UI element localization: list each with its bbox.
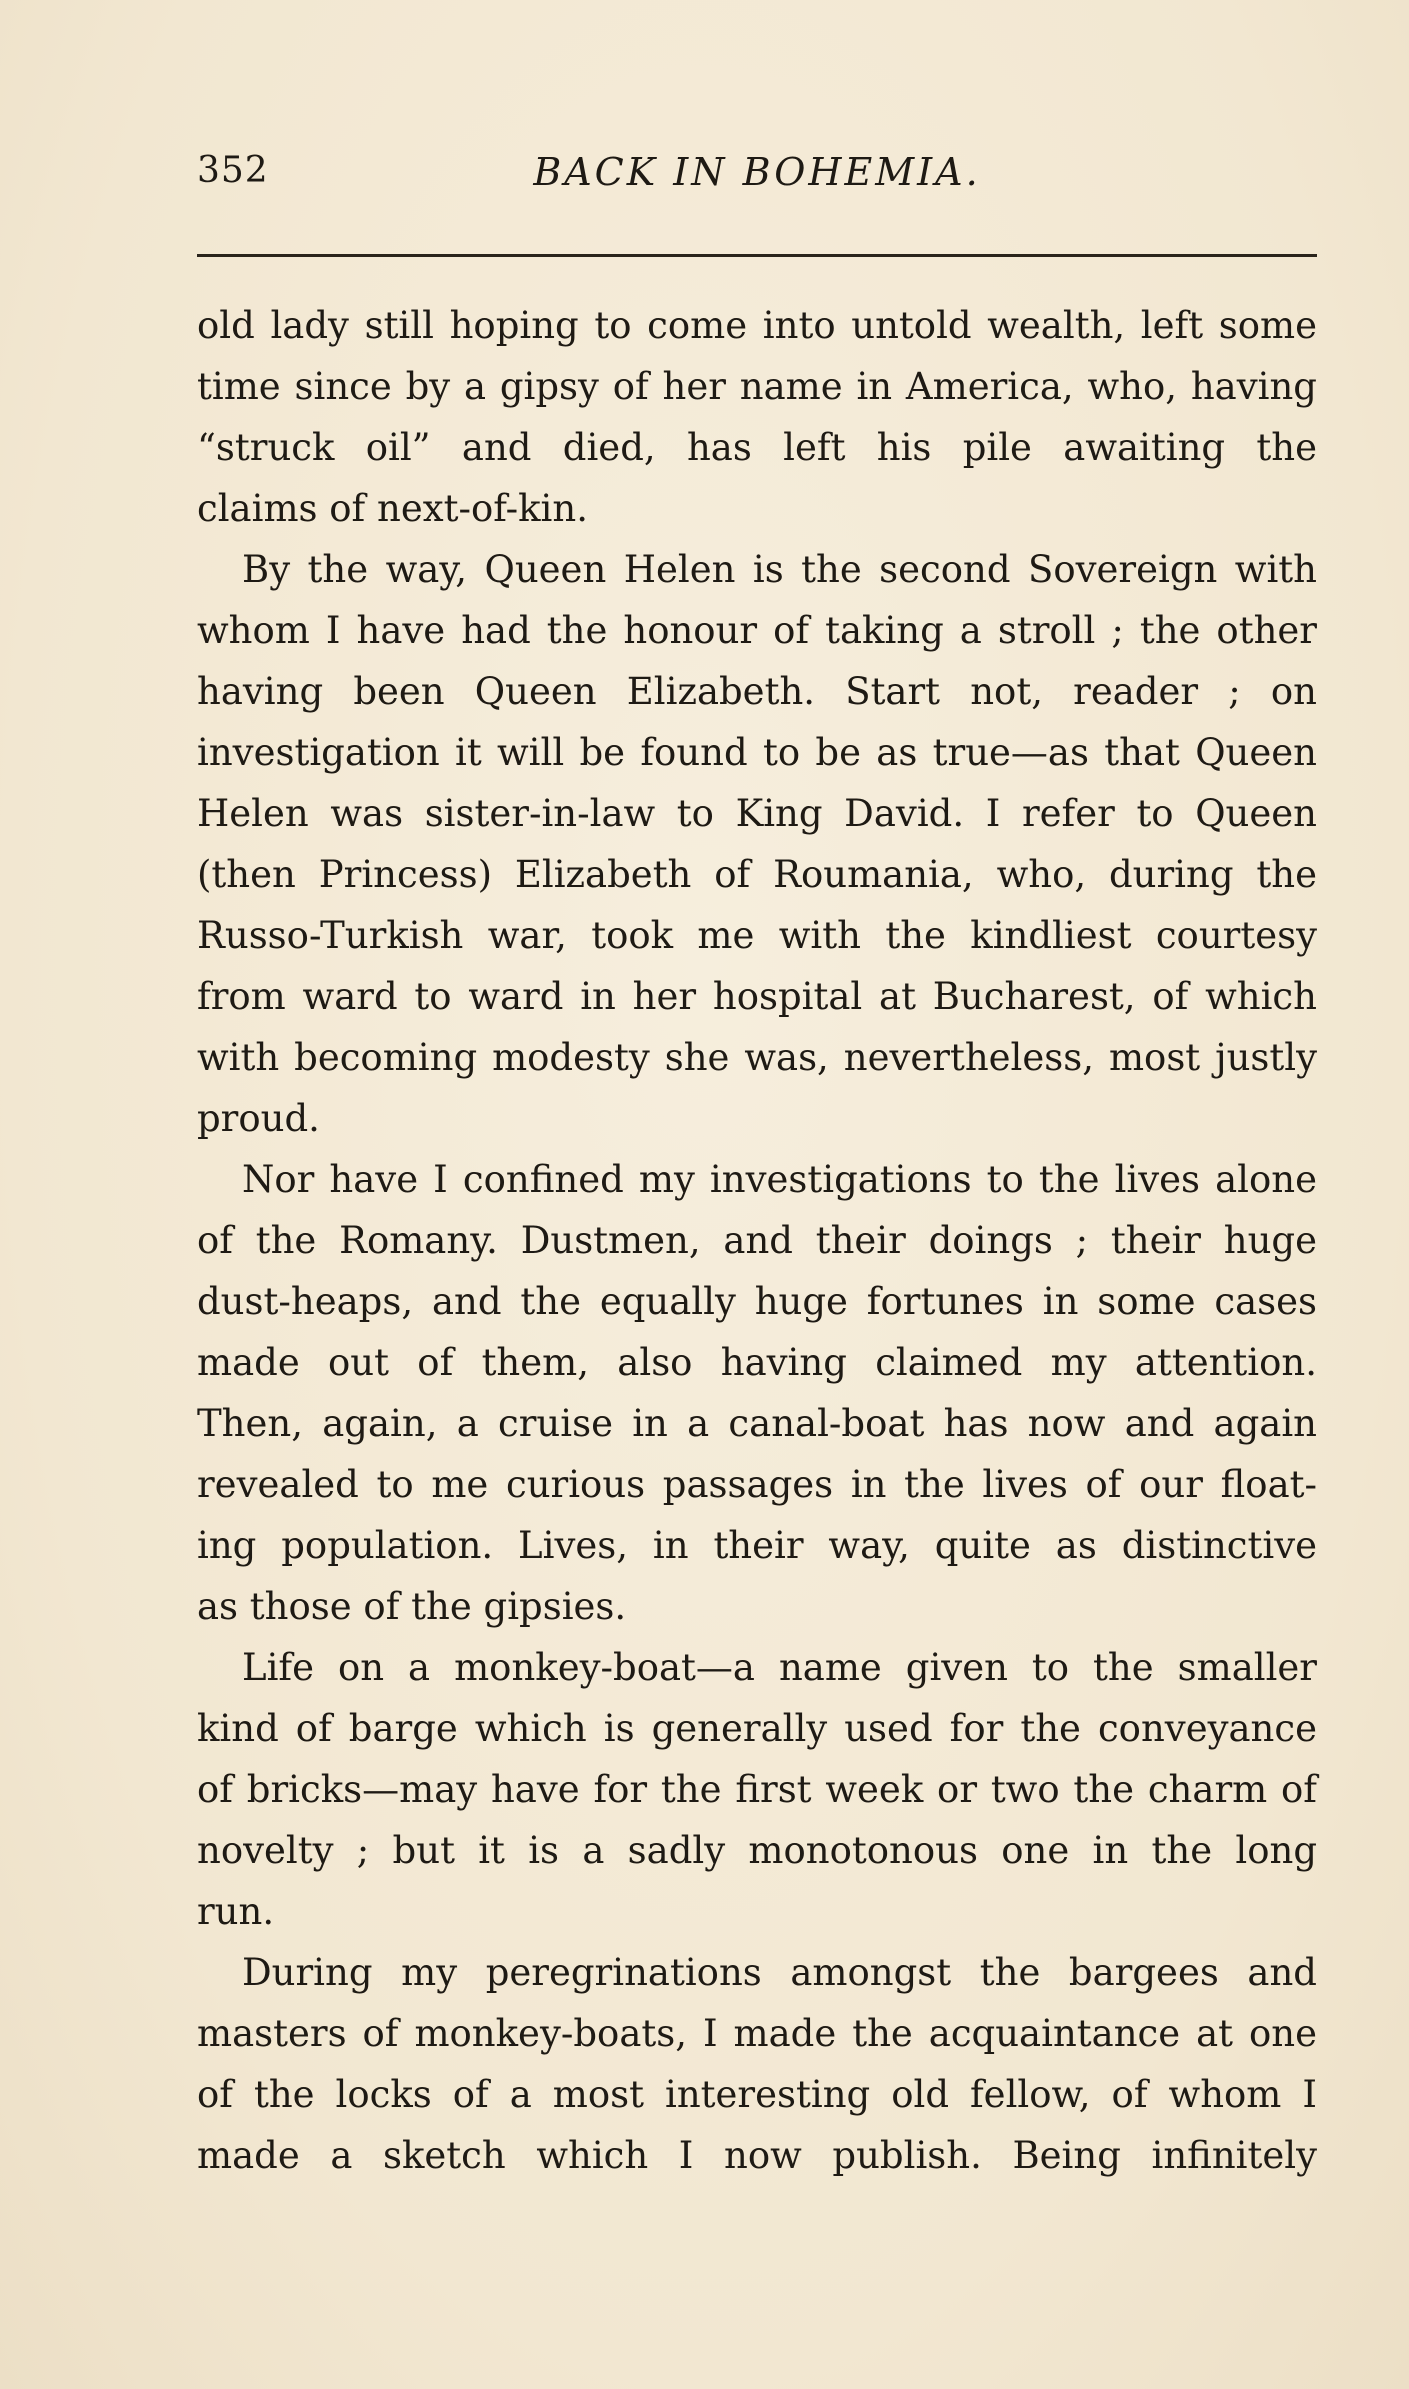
text-line: (then Princess) Elizabeth of Roumania, who, during the <box>197 853 1317 896</box>
running-title: BACK IN BOHEMIA. <box>533 150 981 194</box>
text-line: investigation it will be found to be as true—as that Queen <box>197 731 1317 774</box>
text-line: made a sketch which I now publish. Being infinitely <box>197 2134 1317 2177</box>
text-line: claims of next-of-kin. <box>197 487 588 530</box>
text-line: run. <box>197 1890 275 1933</box>
text-line: of the Romany. Dustmen, and their doings ; their huge <box>197 1219 1317 1262</box>
text-line: masters of monkey-boats, I made the acquaintance at one <box>197 2012 1317 2055</box>
text-line: kind of barge which is generally used for the conveyance <box>197 1707 1317 1750</box>
text-line: Then, again, a cruise in a canal-boat has now and again <box>197 1402 1317 1445</box>
text-line: During my peregrinations amongst the bargees and <box>242 1951 1317 1994</box>
text-line: Russo-Turkish war, took me with the kindliest courtesy <box>197 914 1317 957</box>
text-line: revealed to me curious passages in the lives of our float- <box>197 1463 1317 1506</box>
text-line: By the way, Queen Helen is the second Sovereign with <box>242 548 1317 591</box>
text-line: Helen was sister-in-law to King David. I refer to Queen <box>197 792 1317 835</box>
text-line: Life on a monkey-boat—a name given to the smaller <box>242 1646 1317 1689</box>
text-line: old lady still hoping to come into untold wealth, left some <box>197 304 1317 347</box>
text-line: from ward to ward in her hospital at Bucharest, of which <box>197 975 1317 1018</box>
text-line: made out of them, also having claimed my attention. <box>197 1341 1317 1384</box>
header-rule <box>197 254 1317 257</box>
text-line: as those of the gipsies. <box>197 1585 627 1628</box>
text-line: time since by a gipsy of her name in America, who, having <box>197 365 1317 408</box>
text-line: with becoming modesty she was, nevertheless, most justly <box>197 1036 1317 1079</box>
text-line: ing population. Lives, in their way, quite as distinctive <box>197 1524 1317 1567</box>
text-line: “struck oil” and died, has left his pile awaiting the <box>197 426 1317 469</box>
body-text <box>197 295 1317 2186</box>
text-line: of bricks—may have for the first week or two the charm of <box>197 1768 1317 1811</box>
text-line: of the locks of a most interesting old fellow, of whom I <box>197 2073 1317 2116</box>
text-line: novelty ; but it is a sadly monotonous one in the long <box>197 1829 1317 1872</box>
text-line: whom I have had the honour of taking a stroll ; the other <box>197 609 1317 652</box>
text-line: having been Queen Elizabeth. Start not, reader ; on <box>197 670 1317 713</box>
text-line: proud. <box>197 1097 320 1140</box>
text-line: Nor have I confined my investigations to the lives alone <box>242 1158 1317 1201</box>
text-line: dust-heaps, and the equally huge fortunes in some cases <box>197 1280 1317 1323</box>
page-number: 352 <box>197 150 269 191</box>
page-header <box>197 150 1317 210</box>
